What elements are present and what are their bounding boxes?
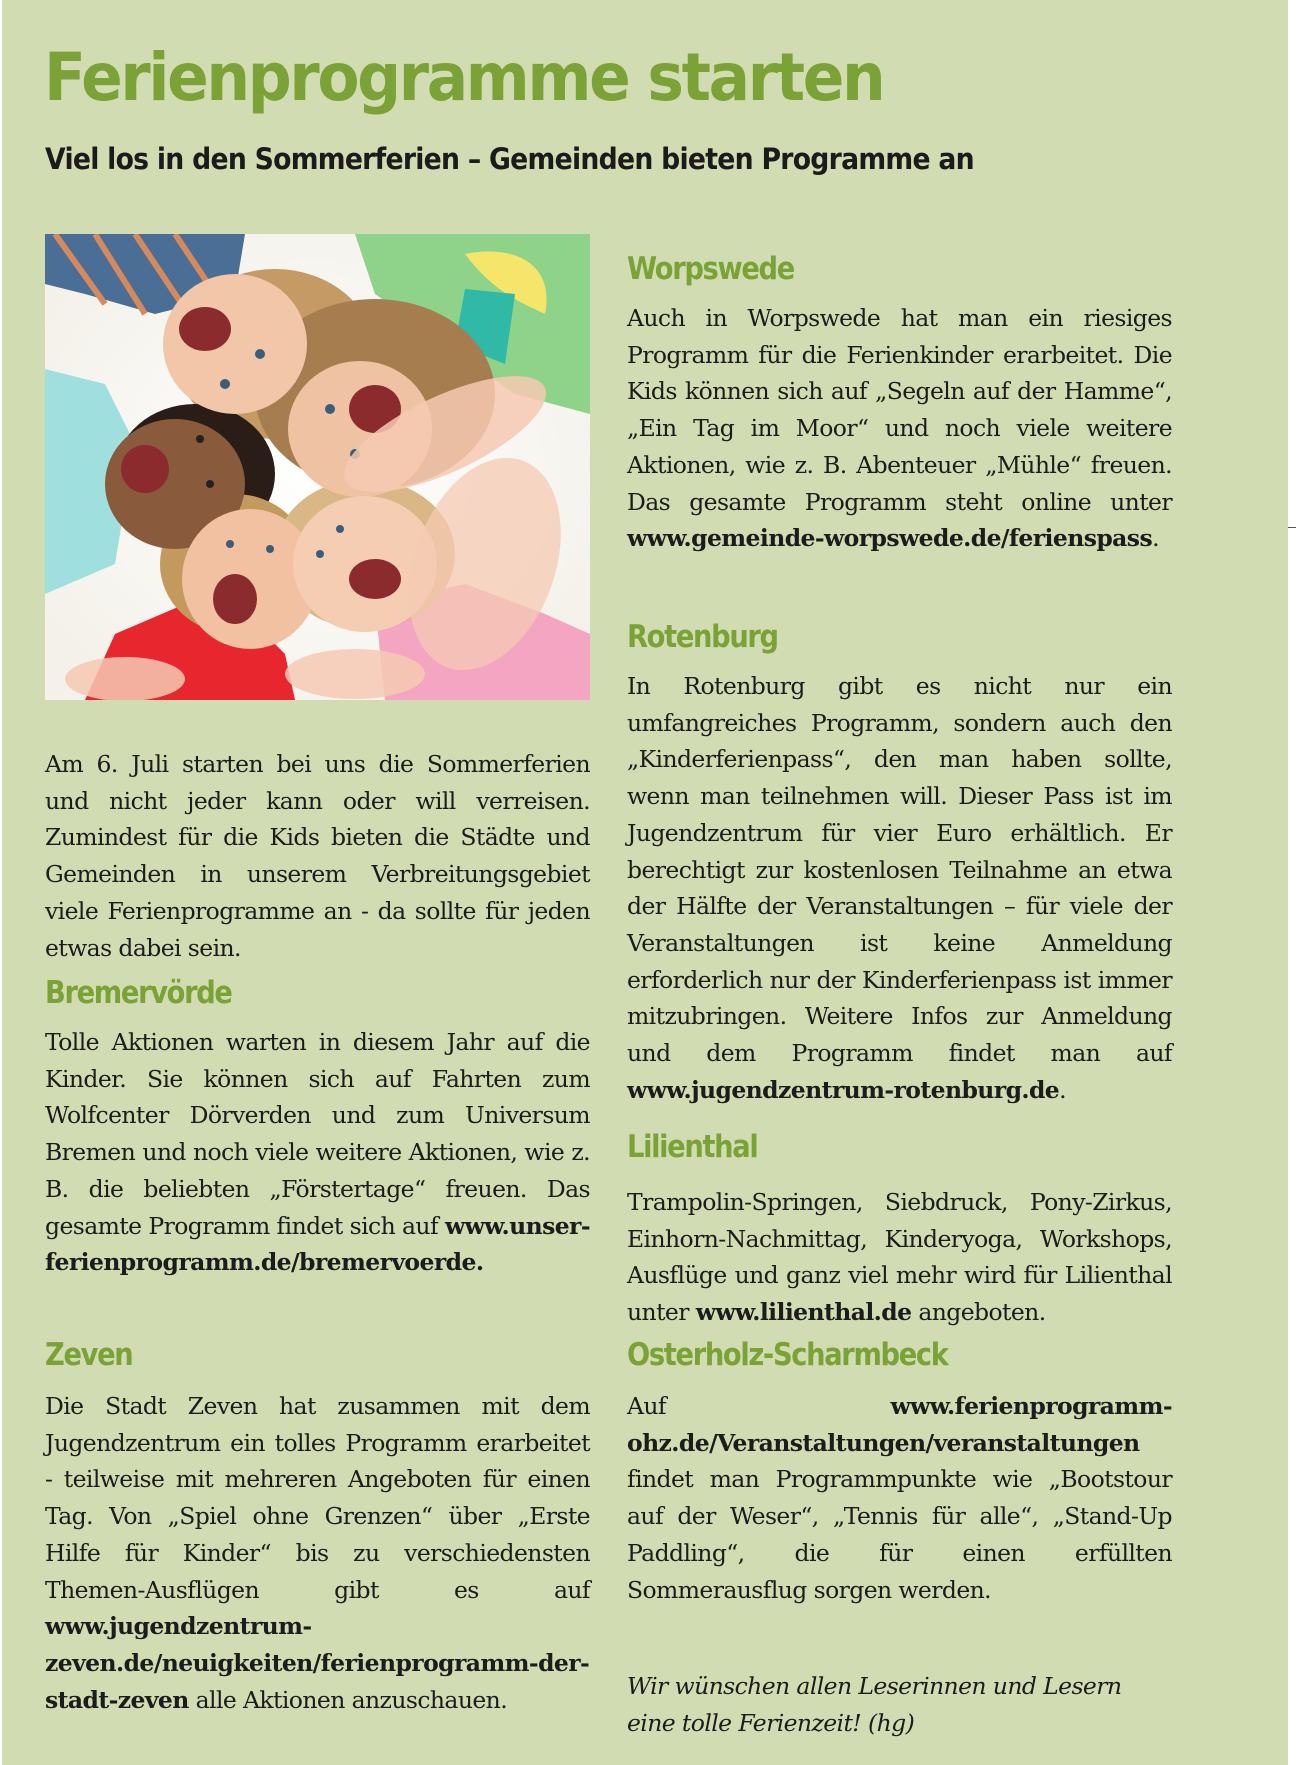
section-text-rotenburg (627, 668, 1172, 1108)
link-osterholz[interactable]: www.ferienprogramm-ohz.de/Veranstaltungen/veranstaltungen (627, 1392, 1172, 1457)
section-bremervoerde (45, 968, 590, 1281)
section-text: Trampolin-Springen, Siebdruck, Pony-Zirkus, Einhorn-Nachmittag, Kinderyoga, Workshops, Ausflüge und ganz viel mehr wird für Lilienthal unter (627, 1188, 1172, 1327)
link-bremervoerde[interactable]: www.unser-ferienprogramm.de/bremervoerde. (45, 1211, 590, 1277)
section-heading-bremervoerde: Bremervörde (45, 975, 232, 1011)
section-heading-worpswede: Worpswede (627, 251, 794, 287)
link-rotenburg[interactable]: www.jugendzentrum-rotenburg.de (627, 1075, 1060, 1104)
section-text: In Rotenburg gibt es nicht nur ein umfangreiches Programm, sondern auch den „Kinderferienpass“, den man haben sollte, wenn man teilnehmen will. Dieser Pass ist im Jugendzentrum für vier Euro erhältlich. Er berechtigt zur kostenlosen Teilnahme an etwa der Hälfte der Veranstaltungen – für viele der Veranstaltungen ist keine Anmeldung erforderlich nur der Kinderferienpass ist immer mitzubringen. Weitere Infos zur Anmeldung und dem Programm findet man auf (627, 672, 1172, 1068)
section-text: Auf (627, 1392, 891, 1420)
section-text-osterholz (627, 1388, 1172, 1608)
section-osterholz (627, 1330, 1172, 1608)
crop-mark (1288, 527, 1296, 528)
section-heading-zeven: Zeven (45, 1337, 133, 1373)
article-subtitle: Viel los in den Sommerferien – Gemeinden bieten Programme an (45, 142, 974, 176)
intro-paragraph: Am 6. Juli starten bei uns die Sommerferien und nicht jeder kann oder will verreisen. Zumindest für die Kids bieten die Städte und Gemeinden in unserem Verbreitungsgebiet viele Ferienprogramme an - da sollte für jeden etwas dabei sein. (45, 750, 590, 962)
section-text: Die Stadt Zeven hat zusammen mit dem Jugendzentrum ein tolles Programm erarbeitet - teilweise mit mehreren Angeboten für einen Tag. Von „Spiel ohne Grenzen“ über „Erste Hilfe für Kinder“ bis zu verschiedensten Themen-Ausflügen gibt es auf (45, 1392, 590, 1604)
section-heading-lilienthal: Lilienthal (627, 1129, 758, 1165)
link-zeven[interactable]: www.jugendzentrum-zeven.de/neuigkeiten/ferienprogramm-der-stadt-zeven (45, 1612, 590, 1714)
closing-block (627, 1668, 1172, 1741)
section-text: Auch in Worpswede hat man ein riesiges Programm für die Ferienkinder erarbeitet. Die Kids können sich auf „Segeln auf der Hamme“, „Ein Tag im Moor“ und noch viele weitere Aktionen, wie z. B. Abenteuer „Mühle“ freuen. Das gesamte Programm steht online unter (627, 304, 1172, 516)
intro-block (45, 746, 590, 966)
section-worpswede (627, 244, 1172, 557)
section-text-after: angeboten. (911, 1298, 1046, 1327)
article-title: Ferienprogramme starten (44, 39, 884, 116)
section-heading-rotenburg: Rotenburg (627, 619, 778, 655)
section-text-bremervoerde (45, 1024, 590, 1281)
kids-photo-illustration (45, 234, 590, 700)
section-zeven (45, 1330, 590, 1718)
section-text-lilienthal (627, 1184, 1172, 1331)
section-heading-osterholz: Osterholz-Scharmbeck (627, 1337, 948, 1373)
section-lilienthal (627, 1122, 1172, 1331)
section-text-zeven (45, 1388, 590, 1718)
closing-note: Wir wünschen allen Leserinnen und Lesern eine tolle Ferienzeit! (hg) (627, 1672, 1122, 1737)
section-text-after: alle Aktionen anzuschauen. (188, 1685, 508, 1714)
section-text-after: . (1152, 524, 1159, 553)
section-rotenburg (627, 612, 1172, 1108)
link-lilienthal[interactable]: www.lilienthal.de (695, 1298, 912, 1327)
link-worpswede[interactable]: www.gemeinde-worpswede.de/ferienspass (627, 524, 1153, 553)
section-text-after: findet man Programmpunkte wie „Bootstour auf der Weser“, „Tennis für alle“, „Stand-Up Paddling“, die für einen erfüllten Sommerausflug sorgen werden. (627, 1465, 1172, 1604)
section-text-after: . (1059, 1075, 1067, 1104)
section-text: Tolle Aktionen warten in diesem Jahr auf die Kinder. Sie können sich auf Fahrten zum Wolfcenter Dörverden und zum Universum Bremen und noch viele weitere Aktionen, wie z. B. die beliebten „Förstertage“ freuen. Das gesamte Programm findet sich auf (45, 1028, 590, 1240)
kids-photo (45, 234, 590, 700)
section-text-worpswede (627, 300, 1172, 557)
